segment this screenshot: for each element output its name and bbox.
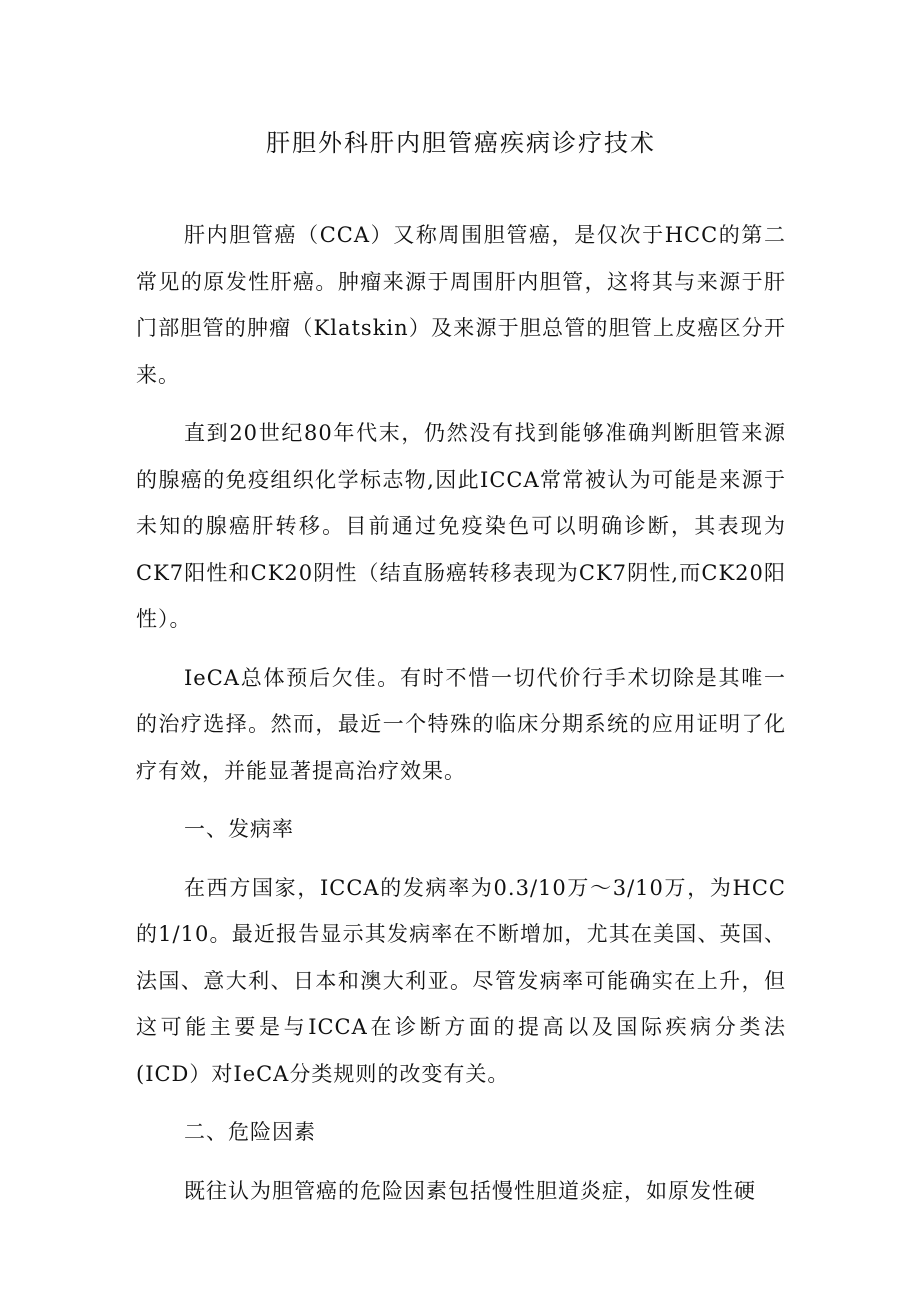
paragraph-gap bbox=[136, 1097, 786, 1109]
paragraph-immunohistochemistry: 直到20世纪80年代末，仍然没有找到能够准确判断胆管来源的腺癌的免疫组织化学标志物,因此ICCA常常被认为可能是来源于未知的腺癌肝转移。目前通过免疫染色可以明确诊断，其表现为CK7阳性和CK20阴性（结直肠癌转移表现为CK7阴性,而CK20阳性）。 bbox=[136, 421, 786, 631]
paragraph-incidence: 在西方国家，ICCA的发病率为0.3/10万～3/10万，为HCC的1/10。最近报告显示其发病率在不断增加，尤其在美国、英国、法国、意大利、日本和澳大利亚。尽管发病率可能确实在上升，但这可能主要是与ICCA在诊断方面的提高以及国际疾病分类法(ICD）对IeCA分类规则的改变有关。 bbox=[136, 875, 786, 1086]
document-body bbox=[136, 212, 786, 1214]
page-title: 肝胆外科肝内胆管癌疾病诊疗技术 bbox=[266, 129, 656, 157]
paragraph-prognosis: IeCA总体预后欠佳。有时不惜一切代价行手术切除是其唯一的治疗选择。然而，最近一个特殊的临床分期系统的应用证明了化疗有效，并能显著提高治疗效果。 bbox=[136, 665, 786, 783]
section-heading-risk-factors: 二、危险因素 bbox=[184, 1120, 316, 1144]
paragraph-gap bbox=[136, 794, 786, 806]
paragraph-gap bbox=[136, 643, 786, 655]
paragraph-gap bbox=[136, 1156, 786, 1168]
paragraph-intro: 肝内胆管癌（CCA）又称周围胆管癌，是仅次于HCC的第二常见的原发性肝癌。肿瘤来源于周围肝内胆管，这将其与来源于肝门部胆管的肿瘤（Klatskin）及来源于胆总管的胆管上皮癌区分开来。 bbox=[136, 223, 786, 387]
paragraph-gap bbox=[136, 398, 786, 410]
paragraph-gap bbox=[136, 853, 786, 865]
section-heading-incidence: 一、发病率 bbox=[184, 817, 294, 841]
paragraph-risk-factors: 既往认为胆管癌的危险因素包括慢性胆道炎症，如原发性硬 bbox=[184, 1178, 756, 1203]
